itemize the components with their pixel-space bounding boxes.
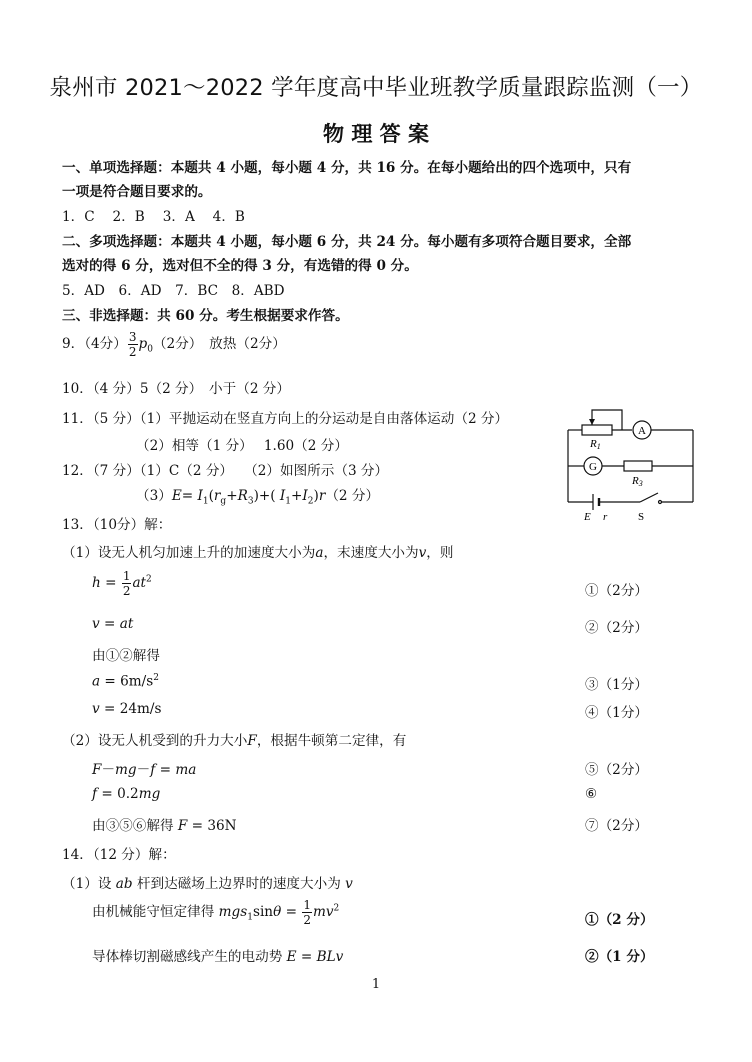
label-r1: R1 xyxy=(590,438,601,451)
q12-line1: 12．（7 分）（1）C（2 分） （2）如图所示（3 分） xyxy=(62,463,389,479)
q9-answer: 9．（4分） $\frac{3}{2}$ $p_0(2$分） 放热（2分） xyxy=(62,330,286,359)
q14-score-1: ①（2 分） xyxy=(585,912,654,928)
q13-eq6: F－mg－f = ma xyxy=(92,762,197,778)
q13-eq4: $a = 6m/s^2$ xyxy=(92,673,159,690)
section1-heading-line1: 一、单项选择题：本题共 4 小题，每小题 4 分，共 16 分。在每小题给出的四个选项中，只有 xyxy=(62,160,632,176)
section3-heading: 三、非选择题：共 60 分。考生根据要求作答。 xyxy=(62,308,349,324)
switch-s xyxy=(640,493,658,502)
q13-part1: （1）设无人机匀加速上升的加速度大小为a，末速度大小为v，则 xyxy=(62,545,454,561)
q13-score-1: ①（2分） xyxy=(585,583,649,599)
q11-line2: （2）相等（1 分） 1.60（2 分） xyxy=(136,438,348,454)
q13-eq8: 由③⑤⑥解得 F = 36N xyxy=(92,818,237,834)
q13-score-6: ⑥ xyxy=(585,786,598,802)
q13-score-4: ④（1分） xyxy=(585,705,649,721)
page-title: 泉州市 2021～2022 学年度高中毕业班教学质量跟踪监测（一） xyxy=(49,75,703,101)
page-subtitle: 物 理 答 案 xyxy=(323,122,429,146)
section2-heading-line2: 选对的得 6 分，选对但不全的得 3 分，有选错的得 0 分。 xyxy=(62,258,418,274)
q11-line1: 11．（5 分）（1）平抛运动在竖直方向上的分运动是自由落体运动（2 分） xyxy=(62,411,509,427)
q13-eq2: v = at xyxy=(92,616,134,632)
q13-score-7: ⑦（2分） xyxy=(585,818,649,834)
section2-answers: 5．AD 6．AD 7．BC 8．ABD xyxy=(62,283,285,299)
q13-score-5: ⑤（2分） xyxy=(585,762,649,778)
page-number: 1 xyxy=(371,977,381,992)
q13-eq7: f = 0.2mg xyxy=(92,786,161,802)
label-emf: E xyxy=(584,511,591,523)
label-galvanometer: G xyxy=(589,461,597,473)
q14-part1: （1）设 ab 杆到达磁场上边界时的速度大小为 v xyxy=(62,876,353,892)
q12-line2: $(3)E= I_1(r_g+R_3)+$( $I_1+I_2)r(2$ 分） xyxy=(136,488,380,507)
q14-eq1: 由机械能守恒定律得 mgs$_1$sinθ = $\frac{1}{2}$ $mv^2$ xyxy=(92,898,340,927)
q13-text3: 由①②解得 xyxy=(92,648,160,664)
q13-header: 13．（10分）解： xyxy=(62,517,172,533)
section1-heading-line2: 一项是符合题目要求的。 xyxy=(62,184,212,200)
rheostat-r1 xyxy=(582,425,612,435)
label-ammeter: A xyxy=(638,425,646,437)
q13-eq1: h = $\frac{1}{2}$ $at^2$ xyxy=(92,569,152,598)
label-switch: S xyxy=(638,511,645,523)
q14-header: 14．（12 分）解： xyxy=(62,847,176,863)
label-r3: R3 xyxy=(632,475,643,488)
circuit-diagram xyxy=(562,404,702,524)
resistor-r3 xyxy=(624,461,652,471)
section1-answers: 1．C 2．B 3．A 4．B xyxy=(62,209,245,225)
q13-score-2: ②（2分） xyxy=(585,620,649,636)
section2-heading-line1: 二、多项选择题：本题共 4 小题，每小题 6 分，共 24 分。每小题有多项符合题目要求，全部 xyxy=(62,234,632,250)
q13-part2: （2）设无人机受到的升力大小F，根据牛顿第二定律，有 xyxy=(62,733,407,749)
q10-answer: 10．（4 分）5（2 分） 小于（2 分） xyxy=(62,381,290,397)
q14-score-2: ②（1 分） xyxy=(585,949,654,965)
label-internal-r: r xyxy=(603,511,608,523)
q13-score-3: ③（1分） xyxy=(585,677,649,693)
q13-eq5: v = 24m/s xyxy=(92,701,162,717)
q14-eq2: 导体棒切割磁感线产生的电动势 E = BLv xyxy=(92,949,344,965)
